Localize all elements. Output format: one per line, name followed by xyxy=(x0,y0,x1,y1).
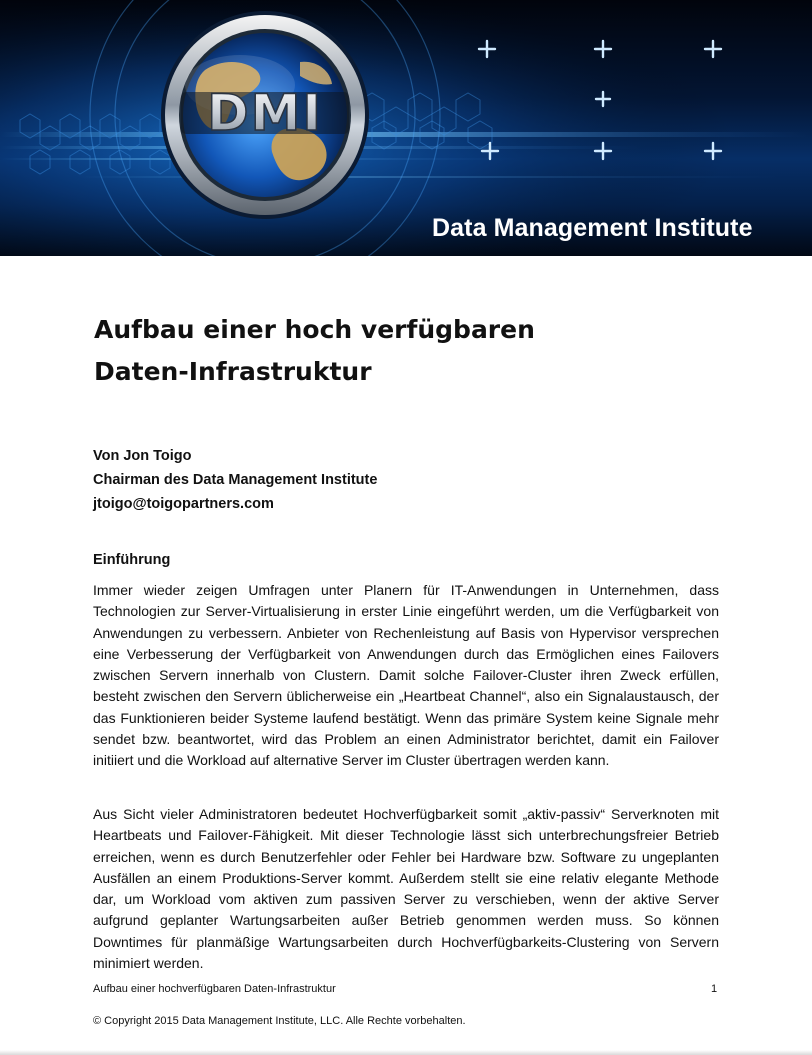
title-line-2: Daten-Infrastruktur xyxy=(94,357,372,386)
svg-text:DMI: DMI xyxy=(207,84,323,142)
footer-running-title: Aufbau einer hochverfügbaren Daten-Infrastruktur xyxy=(93,983,336,995)
copyright-notice: © Copyright 2015 Data Management Institute, LLC. Alle Rechte vorbehalten. xyxy=(93,1015,466,1027)
body-paragraph: Aus Sicht vieler Administratoren bedeutet Hochverfügbarkeit somit „aktiv-passiv“ Serverknoten mit Heartbeats und Failover-Fähigkeit. Mit dieser Technologie lässt sich unterbrechungsfreier Betrieb erreichen, wenn es durch Benutzerfehler oder Fehler bei Hardware bzw. Software zu ungeplanten Ausfällen an einem Produktions-Server kommt. Außerdem stellt sie eine relativ elegante Methode dar, um Workload vom aktiven zum passiven Server zu verschieben, wenn der aktive Server aufgrund geplanter Wartungsarbeiten außer Betrieb genommen werden muss. So können Downtimes für planmäßige Wartungsarbeiten durch Hochverfügbarkeits-Clustering von Servern minimiert werden. xyxy=(93,806,719,972)
header-banner xyxy=(0,0,812,256)
author-role: Chairman des Data Management Institute xyxy=(93,472,378,488)
document-title xyxy=(94,309,734,393)
author-email[interactable]: jtoigo@toigopartners.com xyxy=(93,496,274,512)
section-heading: Einführung xyxy=(93,552,171,568)
body-paragraph: Immer wieder zeigen Umfragen unter Planern für IT-Anwendungen in Unternehmen, dass Technologien zur Server-Virtualisierung in erster Linie eingeführt werden, um die Verfügbarkeit von Anwendungen zu verbessern. Anbieter von Rechenleistung auf Basis von Hypervisor versprechen eine Verbesserung der Verfügbarkeit von Anwendungen durch das Ermöglichen eines Failovers zwischen Servern innerhalb von Clustern. Damit solche Failover-Cluster ihren Zweck erfüllen, besteht zwischen den Servern üblicherweise ein „Heartbeat Channel“, also ein Signalaustausch, der das Funktionieren beider Systeme laufend bestätigt. Wenn das primäre System keine Signale mehr sendet bzw. beantwortet, wird das Problem an einen Administrator berichtet, damit ein Failover initiiert und die Workload auf alternative Server im Cluster übertragen werden kann. xyxy=(93,582,719,769)
page-bottom-edge xyxy=(0,1050,812,1055)
author-name: Von Jon Toigo xyxy=(93,448,192,464)
page-number: 1 xyxy=(711,983,718,995)
institute-name: Data Management Institute xyxy=(432,214,753,242)
author-block xyxy=(93,444,377,516)
title-line-1: Aufbau einer hoch verfügbaren xyxy=(94,315,535,344)
